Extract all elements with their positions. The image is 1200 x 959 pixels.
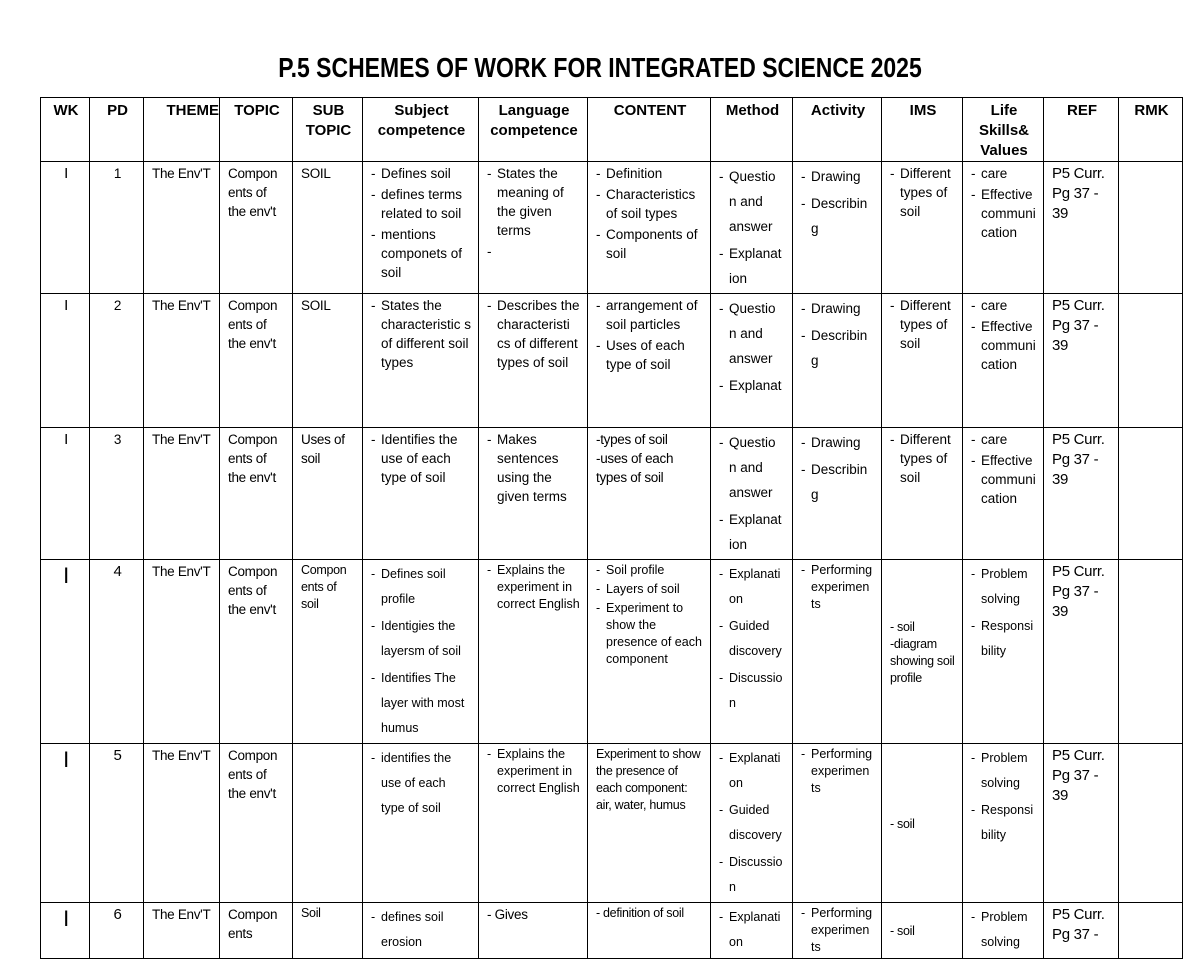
activity-list-item: - Describin g [801, 457, 875, 507]
cell-content [588, 903, 711, 959]
cell-ims [882, 560, 963, 744]
life-skills-list [971, 430, 1037, 508]
cell-language-competence [479, 560, 588, 744]
header-theme: THEME [144, 98, 220, 162]
life-skills-list-item: - care [971, 430, 1037, 449]
method-list [719, 164, 786, 291]
topic-value: Compon ents [228, 907, 278, 941]
activity-list [801, 746, 875, 797]
header-content: CONTENT [588, 98, 711, 162]
method-list-item: - Guided discovery [719, 614, 786, 664]
life-skills-list-item: - care [971, 164, 1037, 183]
content-list-item: - Experiment to show the presence of each component [596, 600, 704, 668]
cell-content [588, 560, 711, 744]
topic-value: Compon ents of the env't [228, 564, 278, 617]
activity-list-item: - Performing experimen ts [801, 905, 875, 956]
life-skills-list-item: - Effective communi cation [971, 185, 1037, 242]
subject-competence-list-item: - Identigies the layersm of soil [371, 614, 472, 664]
life-skills-list-item: - Effective communi cation [971, 451, 1037, 508]
activity-list [801, 430, 875, 507]
subject-competence-list-item: - States the characteristic s of different soil types [371, 296, 472, 372]
subject-competence-list [371, 905, 472, 955]
language-competence-list [487, 164, 581, 240]
activity-list-item: - Describin g [801, 323, 875, 373]
language-competence-list-item: - Explains the experiment in correct English [487, 562, 581, 613]
life-skills-list [971, 296, 1037, 374]
cell-method [711, 560, 793, 744]
language-competence-list [487, 430, 581, 506]
cell-sub-topic [293, 428, 363, 560]
header-activity: Activity [793, 98, 882, 162]
cell-ims [882, 162, 963, 294]
method-list-item: - Explanat ion [719, 241, 786, 291]
sub-topic-value: Compon ents of soil [301, 563, 347, 611]
wk-value: I [64, 297, 68, 314]
content-value: -types of soil -uses of each types of soil [596, 432, 674, 485]
cell-wk [41, 428, 90, 560]
language-competence-value: - Gives [487, 907, 528, 922]
header-wk: WK [41, 98, 90, 162]
method-list-item: - Discussio n [719, 666, 786, 716]
document-title: P.5 SCHEMES OF WORK FOR INTEGRATED SCIENCE 2025 [278, 52, 922, 83]
cell-ims [882, 744, 963, 903]
cell-ref [1044, 560, 1119, 744]
cell-content [588, 162, 711, 294]
subject-competence-list-item: - mentions componets of soil [371, 225, 472, 282]
theme-value: The Env'T [152, 564, 211, 579]
cell-topic [220, 744, 293, 903]
cell-rmk [1119, 744, 1183, 903]
language-competence-list-item: - Makes sentences using the given terms [487, 430, 581, 506]
activity-list-item: - Drawing [801, 164, 875, 189]
content-list [596, 164, 704, 263]
cell-wk [41, 560, 90, 744]
ims-list [890, 430, 956, 487]
header-life-skills-values: Life Skills& Values [963, 98, 1044, 162]
cell-pd [90, 903, 144, 959]
cell-language-competence [479, 903, 588, 959]
language-competence-list [487, 746, 581, 797]
cell-language-competence [479, 428, 588, 560]
cell-subject-competence [363, 560, 479, 744]
cell-method [711, 294, 793, 428]
sub-topic-value: SOIL [301, 298, 331, 313]
language-competence-list-item: - Explains the experiment in correct English [487, 746, 581, 797]
cell-sub-topic [293, 162, 363, 294]
content-list-item: - Layers of soil [596, 581, 704, 598]
cell-theme [144, 560, 220, 744]
subject-competence-list [371, 562, 472, 741]
cell-content [588, 744, 711, 903]
cell-theme [144, 162, 220, 294]
activity-list-item: - Performing experimen ts [801, 746, 875, 797]
cell-life-skills [963, 428, 1044, 560]
cell-theme [144, 294, 220, 428]
wk-value: I [63, 747, 69, 772]
cell-life-skills [963, 162, 1044, 294]
subject-competence-list-item: - identifies the use of each type of soil [371, 746, 472, 821]
cell-ref [1044, 428, 1119, 560]
theme-value: The Env'T [152, 907, 211, 922]
pd-value: 1 [113, 166, 122, 181]
header-sub-topic: SUB TOPIC [293, 98, 363, 162]
life-skills-list-item: - Responsi bility [971, 614, 1037, 664]
subject-competence-list [371, 430, 472, 487]
cell-rmk [1119, 428, 1183, 560]
life-skills-list-item: - Problem solving [971, 562, 1037, 612]
method-list [719, 746, 786, 900]
activity-list [801, 905, 875, 956]
subject-competence-list-item: - defines terms related to soil [371, 185, 472, 223]
pd-value: 6 [113, 906, 122, 923]
language-competence-list [487, 296, 581, 372]
header-row [41, 98, 1183, 162]
life-skills-list-item: - Problem solving [971, 746, 1037, 796]
cell-activity [793, 903, 882, 959]
subject-competence-list-item: - Identifies The layer with most humus [371, 666, 472, 741]
table-row [41, 162, 1183, 294]
method-list [719, 430, 786, 557]
content-value: Experiment to show the presence of each component: air, water, humus [596, 747, 701, 812]
cell-topic [220, 162, 293, 294]
cell-theme [144, 744, 220, 903]
ims-list [890, 164, 956, 221]
subject-competence-list [371, 164, 472, 282]
subject-competence-list-item: - Defines soil profile [371, 562, 472, 612]
ref-value: P5 Curr. Pg 37 - [1052, 906, 1105, 943]
header-topic: TOPIC [220, 98, 293, 162]
cell-pd [90, 294, 144, 428]
topic-value: Compon ents of the env't [228, 432, 278, 485]
theme-value: The Env'T [152, 298, 211, 313]
method-list-item: - Explanati on [719, 905, 786, 955]
subject-competence-list-item: - Identifies the use of each type of soil [371, 430, 472, 487]
ims-value: - soil [890, 924, 915, 938]
table-row [41, 560, 1183, 744]
table-row [41, 428, 1183, 560]
ims-value: - soil -diagram showing soil profile [890, 619, 955, 685]
life-skills-list [971, 164, 1037, 242]
cell-content [588, 294, 711, 428]
cell-pd [90, 560, 144, 744]
cell-activity [793, 560, 882, 744]
life-skills-list-item: - Responsi bility [971, 798, 1037, 848]
activity-list [801, 164, 875, 241]
method-list-item: - Explanati on [719, 562, 786, 612]
method-list [719, 905, 786, 955]
cell-life-skills [963, 903, 1044, 959]
cell-method [711, 162, 793, 294]
table-row [41, 294, 1183, 428]
wk-value: I [64, 431, 68, 448]
cell-ref [1044, 294, 1119, 428]
cell-sub-topic [293, 903, 363, 959]
language-competence-list-item: - Describes the characteristi cs of different types of soil [487, 296, 581, 372]
cell-life-skills [963, 560, 1044, 744]
cell-subject-competence [363, 294, 479, 428]
life-skills-list-item: - care [971, 296, 1037, 315]
ims-list-item: - Different types of soil [890, 164, 956, 221]
cell-ref [1044, 162, 1119, 294]
content-list-item: - Soil profile [596, 562, 704, 579]
cell-life-skills [963, 294, 1044, 428]
method-list-item: - Guided discovery [719, 798, 786, 848]
method-list-item: - Discussio n [719, 850, 786, 900]
activity-list-item: - Drawing [801, 430, 875, 455]
header-ims: IMS [882, 98, 963, 162]
cell-language-competence [479, 162, 588, 294]
header-language-competence: Language competence [479, 98, 588, 162]
cell-rmk [1119, 294, 1183, 428]
cell-content [588, 428, 711, 560]
subject-competence-list-item: - defines soil erosion [371, 905, 472, 955]
cell-rmk [1119, 162, 1183, 294]
schemes-of-work-table [40, 97, 1183, 959]
cell-subject-competence [363, 744, 479, 903]
pd-value: 2 [113, 298, 122, 313]
cell-ref [1044, 903, 1119, 959]
sub-topic-value: SOIL [301, 166, 331, 181]
language-competence-list-item: - States the meaning of the given terms [487, 164, 581, 240]
header-pd: PD [90, 98, 144, 162]
cell-activity [793, 744, 882, 903]
ims-list-item: - Different types of soil [890, 430, 956, 487]
method-list-item: - Explanati on [719, 746, 786, 796]
ims-value: - soil [890, 816, 915, 831]
ref-value: P5 Curr. Pg 37 - 39 [1052, 431, 1105, 488]
method-list-item: - Questio n and answer [719, 430, 786, 505]
cell-wk [41, 744, 90, 903]
pd-value: 3 [113, 432, 122, 447]
cell-subject-competence [363, 903, 479, 959]
cell-wk [41, 162, 90, 294]
cell-theme [144, 428, 220, 560]
cell-pd [90, 744, 144, 903]
cell-ref [1044, 744, 1119, 903]
ref-value: P5 Curr. Pg 37 - 39 [1052, 297, 1105, 354]
ref-value: P5 Curr. Pg 37 - 39 [1052, 563, 1105, 620]
cell-sub-topic [293, 744, 363, 903]
cell-activity [793, 428, 882, 560]
table-row [41, 744, 1183, 903]
subject-competence-list [371, 746, 472, 821]
cell-ims [882, 903, 963, 959]
method-list-item: - Explanat ion [719, 507, 786, 557]
activity-list [801, 296, 875, 373]
header-method: Method [711, 98, 793, 162]
header-subject-competence: Subject competence [363, 98, 479, 162]
cell-wk [41, 903, 90, 959]
header-ref: REF [1044, 98, 1119, 162]
ims-list-item: - Different types of soil [890, 296, 956, 353]
cell-pd [90, 428, 144, 560]
cell-rmk [1119, 903, 1183, 959]
cell-method [711, 428, 793, 560]
cell-topic [220, 903, 293, 959]
cell-ims [882, 294, 963, 428]
wk-value: I [63, 563, 69, 588]
life-skills-list [971, 905, 1037, 955]
activity-list-item: - Describin g [801, 191, 875, 241]
content-list-item: - Characteristics of soil types [596, 185, 704, 223]
cell-language-competence [479, 294, 588, 428]
cell-life-skills [963, 744, 1044, 903]
cell-activity [793, 162, 882, 294]
content-list [596, 296, 704, 374]
pd-value: 4 [113, 563, 122, 580]
cell-activity [793, 294, 882, 428]
header-rmk: RMK [1119, 98, 1183, 162]
cell-rmk [1119, 560, 1183, 744]
cell-pd [90, 162, 144, 294]
cell-method [711, 903, 793, 959]
cell-sub-topic [293, 560, 363, 744]
cell-topic [220, 560, 293, 744]
language-competence-list [487, 562, 581, 613]
content-list-item: - Definition [596, 164, 704, 183]
theme-value: The Env'T [152, 432, 211, 447]
content-list [596, 562, 704, 668]
method-list-item: - Explanat [719, 373, 786, 398]
table-body [41, 162, 1183, 959]
subject-competence-list [371, 296, 472, 372]
method-list-item: - Questio n and answer [719, 164, 786, 239]
life-skills-list-item: - Effective communi cation [971, 317, 1037, 374]
life-skills-list [971, 562, 1037, 664]
life-skills-list-item: - Problem solving [971, 905, 1037, 955]
cell-ims [882, 428, 963, 560]
topic-value: Compon ents of the env't [228, 748, 278, 801]
content-list-item: - Uses of each type of soil [596, 336, 704, 374]
content-value: - definition of soil [596, 906, 684, 920]
cell-subject-competence [363, 428, 479, 560]
method-list [719, 296, 786, 398]
cell-topic [220, 294, 293, 428]
content-list-item: - arrangement of soil particles [596, 296, 704, 334]
activity-list-item: - Performing experimen ts [801, 562, 875, 613]
theme-value: The Env'T [152, 166, 211, 181]
cell-wk [41, 294, 90, 428]
cell-subject-competence [363, 162, 479, 294]
cell-sub-topic [293, 294, 363, 428]
activity-list [801, 562, 875, 613]
wk-value: I [64, 165, 68, 182]
cell-language-competence [479, 744, 588, 903]
pd-value: 5 [113, 747, 122, 764]
method-list-item: - Questio n and answer [719, 296, 786, 371]
cell-topic [220, 428, 293, 560]
sub-topic-value: Uses of soil [301, 432, 345, 466]
cell-theme [144, 903, 220, 959]
method-list [719, 562, 786, 716]
activity-list-item: - Drawing [801, 296, 875, 321]
topic-value: Compon ents of the env't [228, 166, 278, 219]
content-list-item: - Components of soil [596, 225, 704, 263]
ref-value: P5 Curr. Pg 37 - 39 [1052, 165, 1105, 222]
wk-value: I [63, 906, 69, 931]
table-row [41, 903, 1183, 959]
theme-value: The Env'T [152, 748, 211, 763]
ims-list [890, 296, 956, 353]
sub-topic-value: Soil [301, 906, 321, 920]
topic-value: Compon ents of the env't [228, 298, 278, 351]
cell-method [711, 744, 793, 903]
life-skills-list [971, 746, 1037, 848]
subject-competence-list-item: - Defines soil [371, 164, 472, 183]
ref-value: P5 Curr. Pg 37 - 39 [1052, 747, 1105, 804]
